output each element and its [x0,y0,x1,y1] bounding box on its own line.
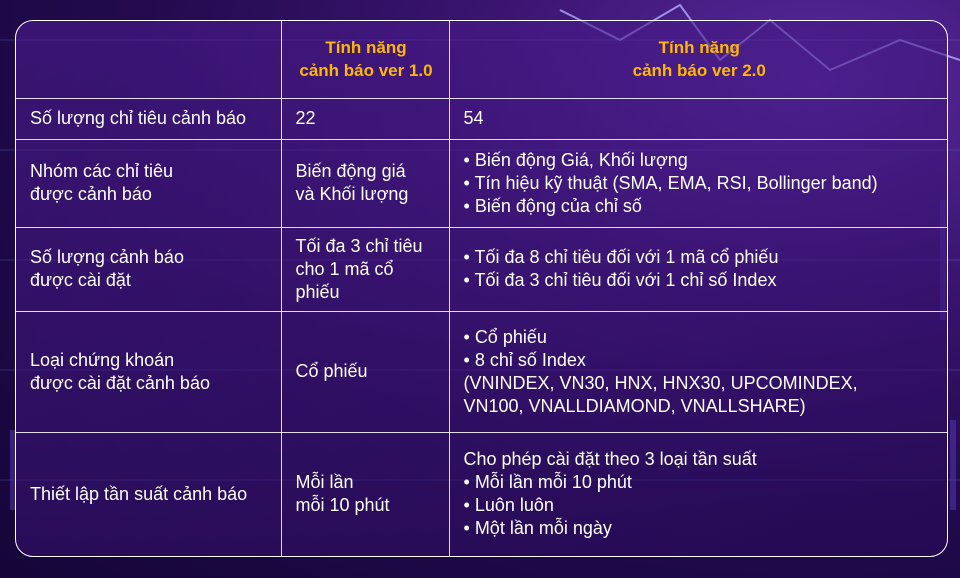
feature-text: được cài đặt cảnh báo [30,372,210,393]
feature-text: được cài đặt [30,270,131,290]
v1-text: Mỗi lần [295,472,354,493]
feature-text: Số lượng cảnh báo [30,247,184,267]
v1-cell [281,98,449,139]
v2-bullet-item: • Một lần mỗi ngày [464,517,936,540]
v2-cell [449,98,947,139]
feature-cell [16,139,281,227]
v2-bullet-item: • Biến động Giá, Khối lượng [464,149,936,172]
v1-cell [281,311,449,432]
v2-cell [449,311,947,432]
feature-cell [16,432,281,556]
v2-bullet-item: • Luôn luôn [464,494,936,517]
comparison-table [16,21,947,556]
v2-bullet-item: • Biến động của chỉ số [464,195,936,218]
v2-bullet-item: • Tín hiệu kỹ thuật (SMA, EMA, RSI, Bollinger band) [464,172,936,195]
v2-cell [449,432,947,556]
table-row [16,98,947,139]
header-v2-cell [449,21,947,98]
table-header-row [16,21,947,98]
header-v2-line1: Tính năng [658,38,740,58]
v2-text: 54 [463,108,484,128]
v1-text: Cổ phiếu [295,361,368,381]
table-row [16,227,947,311]
v1-cell [281,139,449,227]
v2-bullet-item: • Mỗi lần mỗi 10 phút [464,471,936,494]
v1-cell [281,432,449,556]
feature-cell [16,311,281,432]
feature-text: Số lượng chỉ tiêu cảnh báo [30,108,246,128]
header-v1-line1: Tính năng [325,38,407,58]
v2-cell [449,227,947,311]
v1-text: mỗi 10 phút [295,495,390,516]
v1-cell [281,227,449,311]
v2-text: VN100, VNALLDIAMOND, VNALLSHARE) [463,395,806,416]
feature-cell [16,98,281,139]
header-v1-cell [281,21,449,98]
header-v2-line2: cảnh báo ver 2.0 [632,61,766,81]
header-v1-line2: cảnh báo ver 1.0 [299,61,433,81]
v1-text: cho 1 mã cổ phiếu [295,258,394,302]
v2-bullet-item: • 8 chỉ số Index [464,349,936,372]
v1-text: Tối đa 3 chỉ tiêu [295,235,423,256]
comparison-table-panel [15,20,948,557]
feature-text: Thiết lập tần suất cảnh báo [30,483,248,504]
v2-text: (VNINDEX, VN30, HNX, HNX30, UPCOMINDEX, [463,372,858,393]
feature-cell [16,227,281,311]
v2-cell [449,139,947,227]
header-feature-cell [16,21,281,98]
table-row [16,311,947,432]
v2-bullet-item: • Cổ phiếu [464,326,936,349]
feature-text: Loại chứng khoán [30,349,175,370]
feature-text: được cảnh báo [30,184,152,204]
table-row [16,432,947,556]
feature-text: Nhóm các chỉ tiêu [30,161,174,181]
v2-text: Cho phép cài đặt theo 3 loại tần suất [463,449,757,470]
v1-text: và Khối lượng [295,184,409,204]
v2-bullet-item: • Tối đa 3 chỉ tiêu đối với 1 chỉ số Index [464,269,936,292]
table-row [16,139,947,227]
v2-bullet-item: • Tối đa 8 chỉ tiêu đối với 1 mã cổ phiếu [464,246,936,269]
v1-text: 22 [295,108,316,128]
v1-text: Biến động giá [295,161,406,181]
